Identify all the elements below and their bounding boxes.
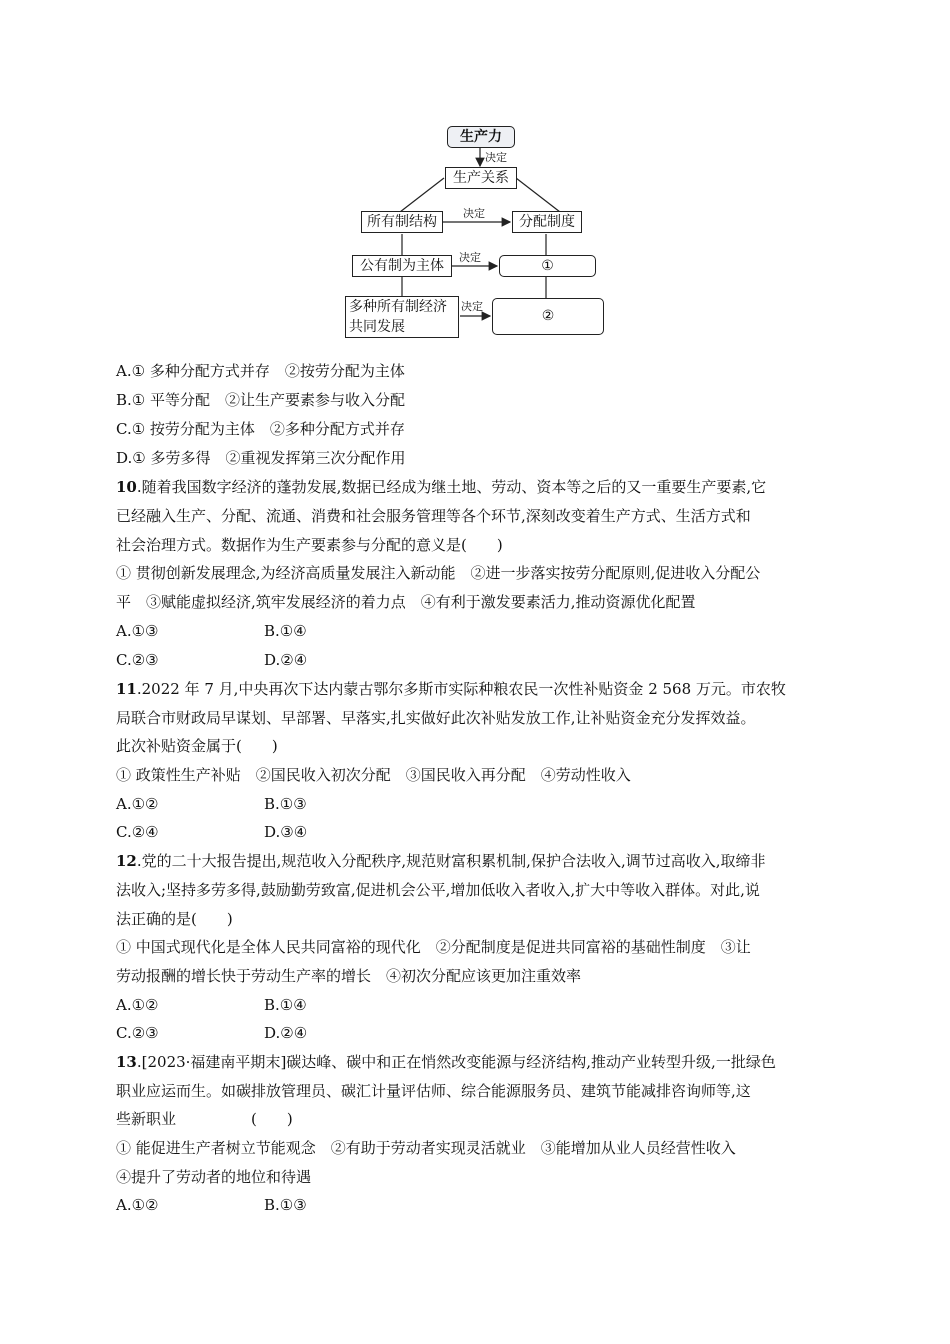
q11-stem-line-2: 局联合市财政局早谋划、早部署、早落实,扎实做好此次补贴发放工作,让补贴资金充分发挥效益。	[116, 709, 756, 727]
q12-option-a: A.①②	[116, 996, 159, 1014]
q10-option-d: D.②④	[264, 651, 308, 669]
q13-statement-line-2: ④提升了劳动者的地位和待遇	[116, 1168, 312, 1186]
q9-option-a: A.① 多种分配方式并存 ②按劳分配为主体	[116, 362, 405, 380]
blank-1-node: ①	[499, 255, 596, 277]
q13-stem-line-2: 职业应运而生。如碳排放管理员、碳汇计量评估师、综合能源服务员、建筑节能减排咨询师等,这	[116, 1082, 751, 1100]
q12-stem-line-2: 法收入;坚持多劳多得,鼓励勤劳致富,促进机会公平,增加低收入者收入,扩大中等收入群体。对此,说	[116, 881, 760, 899]
q11-stem-line-1: 11.2022 年 7 月,中央再次下达内蒙古鄂尔多斯市实际种粮农民一次性补贴资金 2 568 万元。市农牧	[116, 680, 786, 698]
q9-option-d: D.① 多劳多得 ②重视发挥第三次分配作用	[116, 449, 406, 467]
decide-label-4: 决定	[461, 300, 483, 313]
q12-option-c: C.②③	[116, 1024, 159, 1042]
distribution-system-node: 分配制度	[512, 211, 582, 233]
q10-statement-line-2: 平 ③赋能虚拟经济,筑牢发展经济的着力点 ④有利于激发要素活力,推动资源优化配置	[116, 593, 696, 611]
q10-option-b: B.①④	[264, 622, 307, 640]
q12-stem-line-3: 法正确的是( )	[116, 910, 233, 928]
q10-stem-line-1: 10.随着我国数字经济的蓬勃发展,数据已经成为继土地、劳动、资本等之后的又一重要生产要素,它	[116, 478, 767, 496]
distribution-system-diagram	[340, 124, 610, 339]
q10-stem-line-2: 已经融入生产、分配、流通、消费和社会服务管理等各个环节,深刻改变着生产方式、生活方式和	[116, 507, 751, 525]
q10-option-c: C.②③	[116, 651, 159, 669]
q10-option-a: A.①③	[116, 622, 159, 640]
q11-option-c: C.②④	[116, 823, 159, 841]
multi-ownership-line2: 共同发展	[349, 319, 405, 335]
q13-option-a: A.①②	[116, 1196, 159, 1214]
multi-ownership-node	[345, 296, 459, 338]
q11-option-d: D.③④	[264, 823, 308, 841]
q10-statement-line-1: ① 贯彻创新发展理念,为经济高质量发展注入新动能 ②进一步落实按劳分配原则,促进收入分配公	[116, 564, 761, 582]
public-ownership-node: 公有制为主体	[352, 255, 452, 277]
q12-stem-line-1: 12.党的二十大报告提出,规范收入分配秩序,规范财富积累机制,保护合法收入,调节过高收入,取缔非	[116, 852, 766, 870]
q11-number: 11	[116, 680, 137, 698]
productivity-node: 生产力	[447, 126, 515, 148]
decide-label-3: 决定	[459, 251, 481, 264]
decide-label-1: 决定	[485, 151, 507, 164]
q13-option-b: B.①③	[264, 1196, 307, 1214]
q11-option-b: B.①③	[264, 795, 307, 813]
q13-stem-line-3: 些新职业 ( )	[116, 1110, 293, 1128]
q12-option-d: D.②④	[264, 1024, 308, 1042]
q9-option-c: C.① 按劳分配为主体 ②多种分配方式并存	[116, 420, 405, 438]
q11-statement-line-1: ① 政策性生产补贴 ②国民收入初次分配 ③国民收入再分配 ④劳动性收入	[116, 766, 631, 784]
q13-number: 13	[116, 1053, 137, 1071]
q12-statement-line-1: ① 中国式现代化是全体人民共同富裕的现代化 ②分配制度是促进共同富裕的基础性制度 ③让	[116, 938, 751, 956]
multi-ownership-line1: 多种所有制经济	[349, 299, 447, 315]
q11-option-a: A.①②	[116, 795, 159, 813]
q10-stem-line-3: 社会治理方式。数据作为生产要素参与分配的意义是( )	[116, 536, 503, 554]
decide-label-2: 决定	[463, 207, 485, 220]
q12-number: 12	[116, 852, 137, 870]
q11-stem-line-3: 此次补贴资金属于( )	[116, 737, 278, 755]
production-relations-node: 生产关系	[445, 167, 517, 189]
blank-2-node: ②	[492, 298, 604, 335]
q9-option-b: B.① 平等分配 ②让生产要素参与收入分配	[116, 391, 406, 409]
ownership-structure-node: 所有制结构	[361, 211, 443, 233]
q12-statement-line-2: 劳动报酬的增长快于劳动生产率的增长 ④初次分配应该更加注重效率	[116, 967, 582, 985]
q10-number: 10	[116, 478, 137, 496]
q12-option-b: B.①④	[264, 996, 307, 1014]
q13-statement-line-1: ① 能促进生产者树立节能观念 ②有助于劳动者实现灵活就业 ③能增加从业人员经营性收入	[116, 1139, 736, 1157]
q13-stem-line-1: 13.[2023·福建南平期末]碳达峰、碳中和正在悄然改变能源与经济结构,推动产业转型升级,一批绿色	[116, 1053, 776, 1071]
